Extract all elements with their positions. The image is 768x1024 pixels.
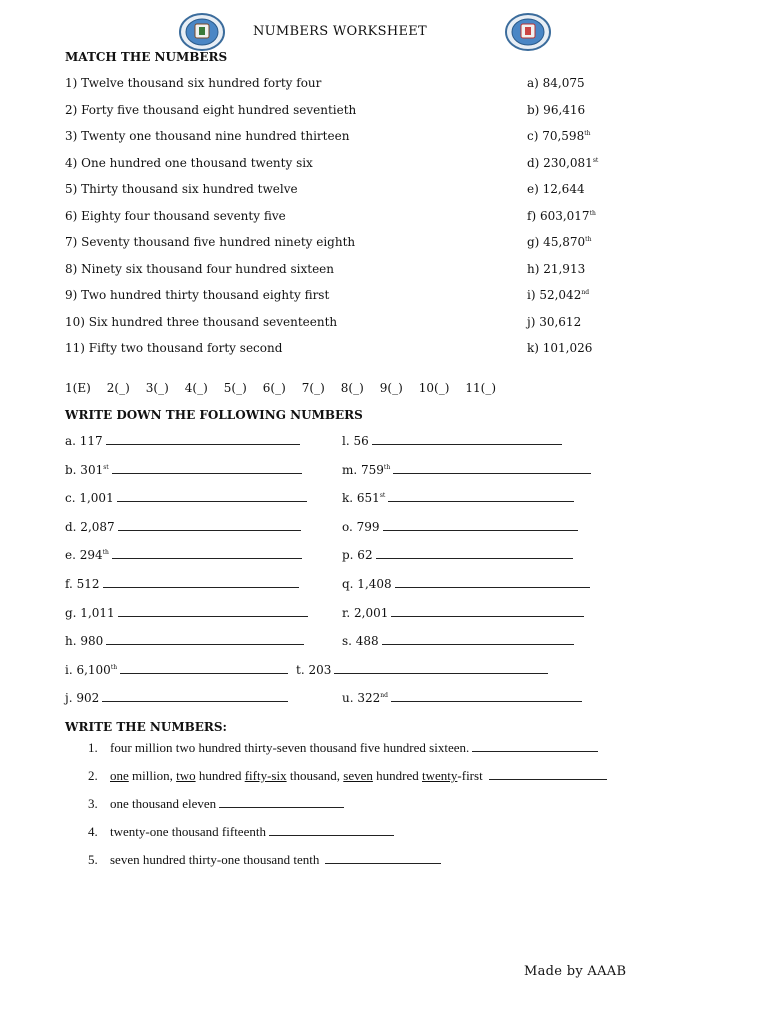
number-prompt-left: h. 980 xyxy=(65,634,304,648)
answer-line[interactable] xyxy=(388,491,574,502)
answer-line[interactable] xyxy=(118,606,308,617)
answer-slot[interactable]: 9(_) xyxy=(379,381,403,395)
answer-line[interactable] xyxy=(117,491,307,502)
match-option: i) 52,042nd xyxy=(527,288,590,302)
number-prompt-left: e. 294th xyxy=(65,548,302,562)
answer-slot[interactable]: 2(_) xyxy=(106,381,130,395)
answer-line[interactable] xyxy=(472,741,598,752)
match-question: 1) Twelve thousand six hundred forty four xyxy=(65,76,322,90)
list-item: 5. seven hundred thirty-one thousand tenth xyxy=(110,852,607,880)
list-item: 4. twenty-one thousand fifteenth xyxy=(110,824,607,852)
answer-line[interactable] xyxy=(489,769,607,780)
write-numbers-heading: WRITE THE NUMBERS: xyxy=(65,720,227,734)
answer-slot[interactable]: 4(_) xyxy=(184,381,208,395)
match-heading: MATCH THE NUMBERS xyxy=(65,50,228,64)
answer-line[interactable] xyxy=(372,434,562,445)
answer-key-row xyxy=(65,381,512,395)
match-question: 9) Two hundred thirty thousand eighty first xyxy=(65,288,330,302)
footer-credit: Made by AAAB xyxy=(524,964,627,979)
answer-slot[interactable]: 3(_) xyxy=(145,381,169,395)
match-option: f) 603,017th xyxy=(527,208,596,223)
number-prompt-right: o. 799 xyxy=(342,520,578,534)
number-prompt-right: t. 203 xyxy=(296,663,548,677)
match-option: k) 101,026 xyxy=(527,341,593,355)
number-prompt-left: f. 512 xyxy=(65,577,299,591)
match-option: d) 230,081st xyxy=(527,155,599,170)
answer-line[interactable] xyxy=(106,634,304,645)
answer-line[interactable] xyxy=(106,434,300,445)
answer-line[interactable] xyxy=(118,520,301,531)
answer-line[interactable] xyxy=(393,463,591,474)
match-question: 2) Forty five thousand eight hundred seventieth xyxy=(65,102,357,117)
answer-slot[interactable]: 11(_) xyxy=(465,381,497,395)
match-option: e) 12,644 xyxy=(527,182,585,196)
answer-line[interactable] xyxy=(395,577,590,588)
number-prompt-left: j. 902 xyxy=(65,691,288,705)
answer-line[interactable] xyxy=(376,548,573,559)
match-question: 8) Ninety six thousand four hundred sixteen xyxy=(65,261,334,276)
match-option: a) 84,075 xyxy=(527,76,585,90)
answer-slot[interactable]: 8(_) xyxy=(340,381,364,395)
answer-line[interactable] xyxy=(391,606,584,617)
answer-slot[interactable]: 5(_) xyxy=(223,381,247,395)
answer-line[interactable] xyxy=(103,577,299,588)
number-prompt-left: c. 1,001 xyxy=(65,491,307,505)
answer-slot[interactable]: 6(_) xyxy=(262,381,286,395)
match-question: 11) Fifty two thousand forty second xyxy=(65,341,283,355)
list-item: 1. four million two hundred thirty-seven thousand five hundred sixteen. xyxy=(110,740,607,768)
match-option: j) 30,612 xyxy=(527,314,582,329)
answer-line[interactable] xyxy=(382,634,574,645)
write-down-heading: WRITE DOWN THE FOLLOWING NUMBERS xyxy=(65,408,363,422)
number-prompt-right: m. 759th xyxy=(342,463,591,477)
answer-slot[interactable]: 1(E) xyxy=(65,381,91,395)
answer-slot[interactable]: 10(_) xyxy=(418,381,450,395)
match-option: b) 96,416 xyxy=(527,102,586,117)
answer-line[interactable] xyxy=(269,825,394,836)
number-prompt-right: p. 62 xyxy=(342,548,573,562)
answer-line[interactable] xyxy=(334,663,548,674)
number-prompt-right: l. 56 xyxy=(342,434,562,448)
number-prompt-left: a. 117 xyxy=(65,434,300,448)
number-prompt-right: s. 488 xyxy=(342,634,574,648)
number-prompt-right: u. 322nd xyxy=(342,691,582,705)
number-prompt-left: i. 6,100th xyxy=(65,663,288,677)
match-option: c) 70,598th xyxy=(527,129,591,143)
match-question: 6) Eighty four thousand seventy five xyxy=(65,208,286,223)
number-prompt-left: g. 1,011 xyxy=(65,606,308,620)
answer-line[interactable] xyxy=(325,853,441,864)
answer-line[interactable] xyxy=(391,691,582,702)
answer-line[interactable] xyxy=(383,520,578,531)
page-title: NUMBERS WORKSHEET xyxy=(252,24,428,39)
number-prompt-left: b. 301st xyxy=(65,463,302,477)
match-question: 7) Seventy thousand five hundred ninety eighth xyxy=(65,235,356,249)
answer-line[interactable] xyxy=(120,663,288,674)
answer-slot[interactable]: 7(_) xyxy=(301,381,325,395)
number-prompt-right: r. 2,001 xyxy=(342,606,584,620)
answer-line[interactable] xyxy=(112,548,302,559)
match-option: h) 21,913 xyxy=(527,261,586,276)
answer-line[interactable] xyxy=(112,463,302,474)
list-item: 3. one thousand eleven xyxy=(110,796,607,824)
match-question: 10) Six hundred three thousand seventeenth xyxy=(65,314,338,329)
match-option: g) 45,870th xyxy=(527,235,592,249)
match-question: 3) Twenty one thousand nine hundred thirteen xyxy=(65,129,350,143)
answer-line[interactable] xyxy=(102,691,288,702)
number-prompt-right: q. 1,408 xyxy=(342,577,590,591)
write-numbers-list xyxy=(70,740,607,880)
answer-line[interactable] xyxy=(219,797,344,808)
number-prompt-left: d. 2,087 xyxy=(65,520,301,534)
number-prompt-right: k. 651st xyxy=(342,491,574,505)
list-item: 2. one million, two hundred fifty-six thousand, seven hundred twenty-first xyxy=(110,768,607,796)
match-question: 4) One hundred one thousand twenty six xyxy=(65,155,313,170)
match-question: 5) Thirty thousand six hundred twelve xyxy=(65,182,298,196)
